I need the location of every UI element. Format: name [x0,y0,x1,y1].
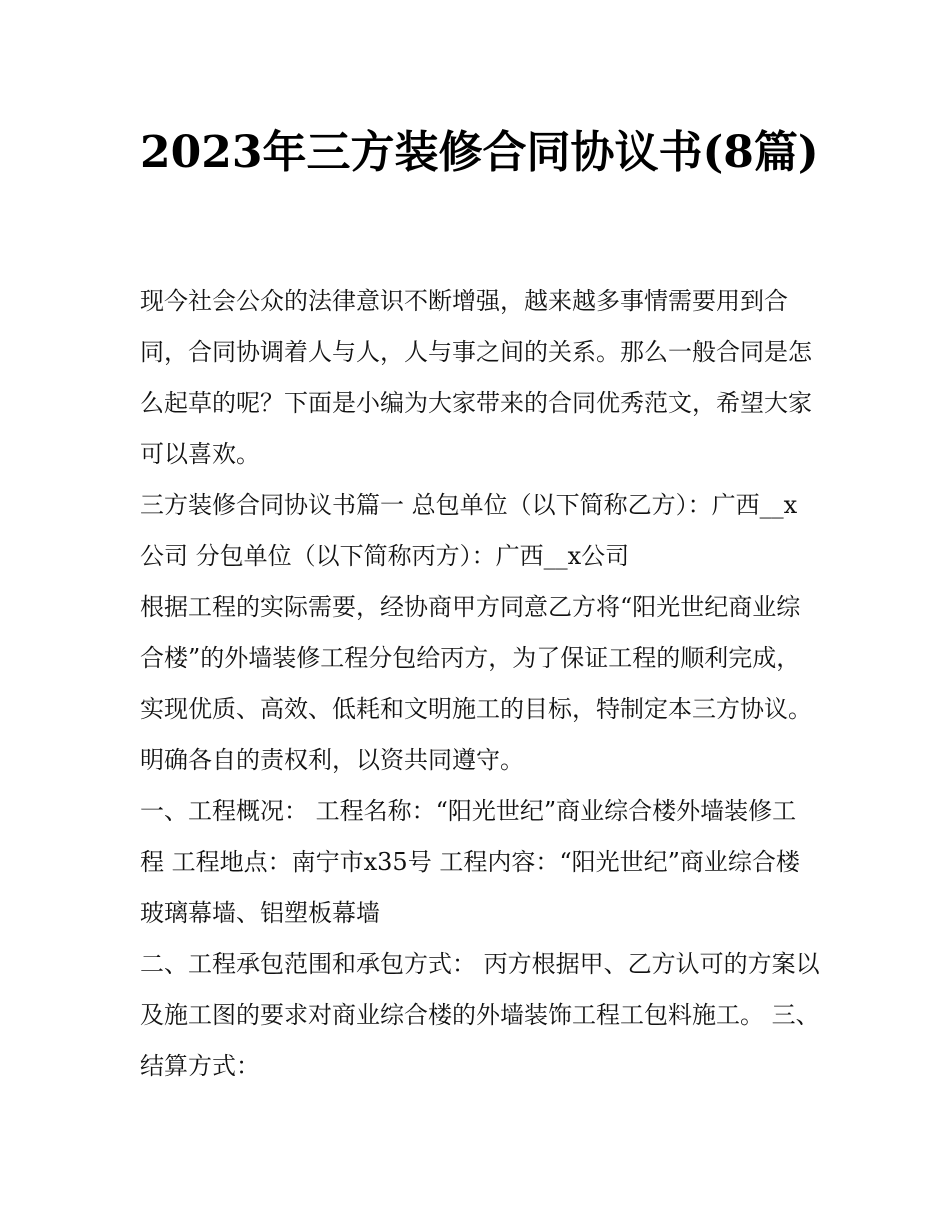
document-title: 2023年三方装修合同协议书(8篇) [140,127,819,178]
intro-paragraph: 现今社会公众的法律意识不断增强，越来越多事情需要用到合同，合同协调着人与人，人与事之间的关系。那么一般合同是怎么起草的呢？下面是小编为大家带来的合同优秀范文，希望大家可以喜欢。 [140,287,812,468]
parties-paragraph: 三方装修合同协议书篇一 总包单位（以下简称乙方）：广西__x公司 分包单位（以下简称丙方）：广西__x公司 [140,491,798,570]
scope-paragraph: 二、工程承包范围和承包方式： 丙方根据甲、乙方认可的方案以及施工图的要求对商业综合楼的外墙装饰工程工包料施工。 三、结算方式： [140,950,820,1080]
project-overview-paragraph: 一、工程概况： 工程名称：“阳光世纪”商业综合楼外墙装修工程 工程地点：南宁市x35号 工程内容：“阳光世纪”商业综合楼玻璃幕墙、铝塑板幕墙 [140,797,800,927]
purpose-paragraph: 根据工程的实际需要，经协商甲方同意乙方将“阳光世纪商业综合楼”的外墙装修工程分包给丙方，为了保证工程的顺利完成，实现优质、高效、低耗和文明施工的目标，特制定本三方协议。明确各自的责权利，以资共同遵守。 [140,593,812,774]
document-body [140,276,820,1092]
